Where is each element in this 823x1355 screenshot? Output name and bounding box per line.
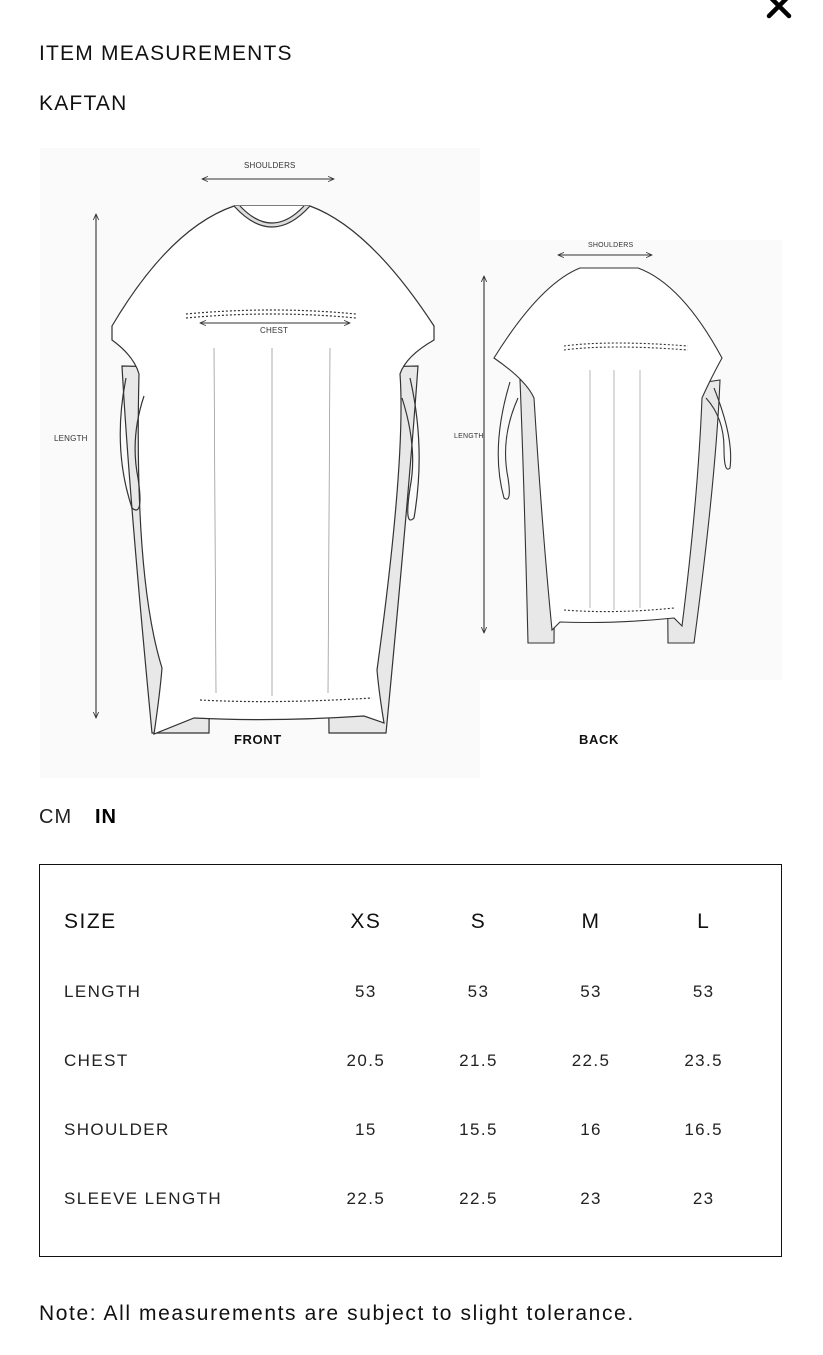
cell-value: 15 <box>355 1119 377 1139</box>
front-view-label: FRONT <box>234 732 282 747</box>
close-icon <box>758 0 802 22</box>
cell-value: 23.5 <box>684 1050 724 1070</box>
back-view-label: BACK <box>579 732 619 747</box>
cell-value: 20.5 <box>346 1050 386 1070</box>
cell-value: 22.5 <box>571 1050 611 1070</box>
front-length-label: LENGTH <box>54 434 88 443</box>
front-garment <box>112 206 434 734</box>
product-name: KAFTAN <box>39 92 128 115</box>
cell-value: 53 <box>580 981 602 1001</box>
cell-value: 22.5 <box>459 1188 498 1208</box>
cell-value: 22.5 <box>346 1188 386 1208</box>
size-column-s: S <box>470 910 487 933</box>
row-label: LENGTH <box>64 981 142 1001</box>
back-shoulders-label: SHOULDERS <box>588 242 634 249</box>
front-shoulders-label: SHOULDERS <box>244 161 296 170</box>
size-column-l: L <box>697 910 711 933</box>
cell-value: 53 <box>467 981 490 1001</box>
size-table <box>64 887 760 1233</box>
cell-value: 23 <box>580 1188 602 1208</box>
cell-value: 21.5 <box>459 1050 498 1070</box>
cell-value: 53 <box>355 981 377 1001</box>
cell-value: 16.5 <box>684 1119 724 1139</box>
cell-value: 53 <box>692 981 715 1001</box>
row-label: SHOULDER <box>64 1119 170 1139</box>
unit-toggle-in[interactable]: IN <box>95 806 117 828</box>
garment-drawing <box>34 148 789 780</box>
kaftan-measurement-illustration <box>34 148 789 780</box>
size-column-m: M <box>581 910 601 933</box>
back-length-label: LENGTH <box>454 433 484 440</box>
size-chart <box>39 864 782 1257</box>
table-header-row <box>64 887 760 957</box>
back-garment <box>494 268 731 643</box>
cell-value: 16 <box>580 1119 602 1139</box>
cell-value: 23 <box>692 1188 715 1208</box>
close-button[interactable] <box>758 0 802 22</box>
tolerance-note: Note: All measurements are subject to slight tolerance. <box>39 1302 635 1325</box>
table-row <box>64 1095 760 1164</box>
table-row <box>64 1164 760 1233</box>
unit-toggle-cm[interactable]: CM <box>39 806 73 828</box>
row-label: SLEEVE LENGTH <box>64 1188 223 1208</box>
size-header: SIZE <box>64 910 117 933</box>
cell-value: 15.5 <box>459 1119 498 1139</box>
size-column-xs: XS <box>350 910 382 933</box>
table-row <box>64 1026 760 1095</box>
table-row <box>64 957 760 1026</box>
page-title: ITEM MEASUREMENTS <box>39 42 293 65</box>
front-chest-label: CHEST <box>260 326 289 335</box>
row-label: CHEST <box>64 1050 129 1070</box>
